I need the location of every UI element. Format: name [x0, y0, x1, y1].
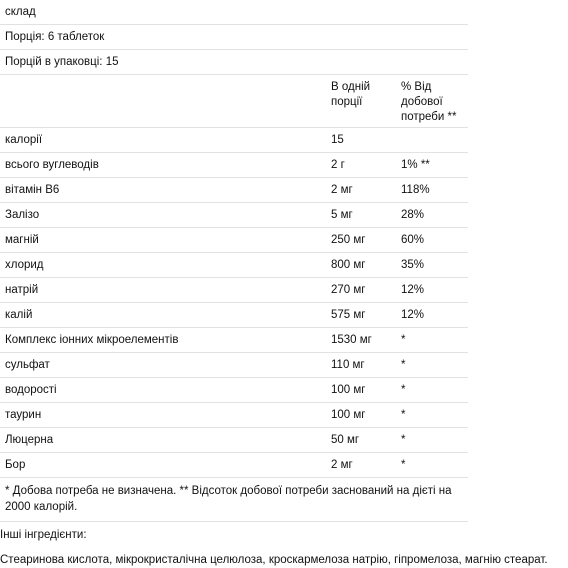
nutrient-name: магній — [5, 234, 39, 246]
nutrient-row — [0, 128, 468, 153]
nutrient-row — [0, 353, 468, 378]
nutrient-name: Бор — [5, 459, 26, 471]
nutrient-amount: 270 мг — [331, 284, 366, 296]
nutrient-name: таурин — [5, 409, 42, 421]
divider — [0, 521, 468, 522]
nutrient-amount: 50 мг — [331, 434, 360, 446]
nutrient-amount: 15 — [331, 134, 344, 146]
nutrient-amount: 2 г — [331, 159, 345, 171]
nutrient-name: натрій — [5, 284, 39, 296]
nutrient-name: хлорид — [5, 259, 44, 271]
servings-per-container-row — [0, 50, 468, 75]
nutrient-name: вітамін В6 — [5, 184, 60, 196]
nutrient-name: Комплекс іонних мікроелементів — [5, 334, 179, 346]
nutrient-row — [0, 253, 468, 278]
nutrient-name: калій — [5, 309, 33, 321]
nutrient-name: водорості — [5, 384, 57, 396]
nutrient-daily-value: * — [401, 359, 406, 371]
nutrient-row — [0, 403, 468, 428]
nutrient-amount: 5 мг — [331, 209, 353, 221]
nutrient-daily-value: 12% — [401, 284, 425, 296]
nutrient-name: всього вуглеводів — [5, 159, 99, 171]
nutrient-daily-value: 12% — [401, 309, 425, 321]
serving-size: Порція: 6 таблеток — [5, 31, 105, 43]
nutrient-daily-value: * — [401, 459, 406, 471]
nutrient-daily-value: * — [401, 409, 406, 421]
serving-row — [0, 25, 468, 50]
nutrient-row — [0, 328, 468, 353]
nutrient-daily-value: 35% — [401, 259, 425, 271]
nutrient-row — [0, 378, 468, 403]
title-row — [0, 0, 468, 25]
nutrient-daily-value: 1% ** — [401, 159, 430, 171]
nutrient-amount: 2 мг — [331, 184, 353, 196]
other-ingredients-title: Інші інгредієнти: — [0, 529, 87, 541]
amount-header: В одній порції — [331, 81, 371, 108]
nutrient-amount: 2 мг — [331, 459, 353, 471]
nutrient-row — [0, 453, 468, 478]
nutrient-row — [0, 228, 468, 253]
nutrient-amount: 800 мг — [331, 259, 366, 271]
nutrient-row — [0, 428, 468, 453]
panel-title: склад — [5, 6, 36, 18]
nutrient-amount: 110 мг — [331, 359, 365, 371]
nutrient-rows — [0, 128, 468, 478]
footnote: * Добова потреба не визначена. ** Відсоток добової потреби заснований на дієті на 2000 калорій. — [5, 485, 452, 513]
nutrient-name: Люцерна — [5, 434, 54, 446]
nutrient-daily-value: * — [401, 434, 406, 446]
nutrient-daily-value: * — [401, 334, 406, 346]
nutrient-daily-value: 118% — [401, 184, 430, 196]
nutrient-name: калорії — [5, 134, 43, 146]
nutrient-row — [0, 153, 468, 178]
other-ingredients-text: Стеаринова кислота, мікрокристалічна целюлоза, кроскармелоза натрію, гіпромелоза, магнію стеарат. — [0, 554, 548, 566]
column-header-row — [0, 75, 468, 128]
nutrient-row — [0, 203, 468, 228]
nutrient-amount: 1530 мг — [331, 334, 372, 346]
nutrient-amount: 250 мг — [331, 234, 366, 246]
nutrient-amount: 100 мг — [331, 384, 366, 396]
nutrient-row — [0, 278, 468, 303]
nutrient-daily-value: 60% — [401, 234, 425, 246]
nutrient-amount: 575 мг — [331, 309, 366, 321]
nutrient-row — [0, 178, 468, 203]
daily-value-header: % Від добової потреби ** — [401, 81, 457, 123]
nutrient-row — [0, 303, 468, 328]
nutrient-amount: 100 мг — [331, 409, 366, 421]
nutrient-daily-value: 28% — [401, 209, 425, 221]
nutrient-name: сульфат — [5, 359, 50, 371]
nutrient-daily-value: * — [401, 384, 406, 396]
nutrient-name: Залізо — [5, 209, 40, 221]
servings-per-container: Порцій в упаковці: 15 — [5, 56, 119, 68]
